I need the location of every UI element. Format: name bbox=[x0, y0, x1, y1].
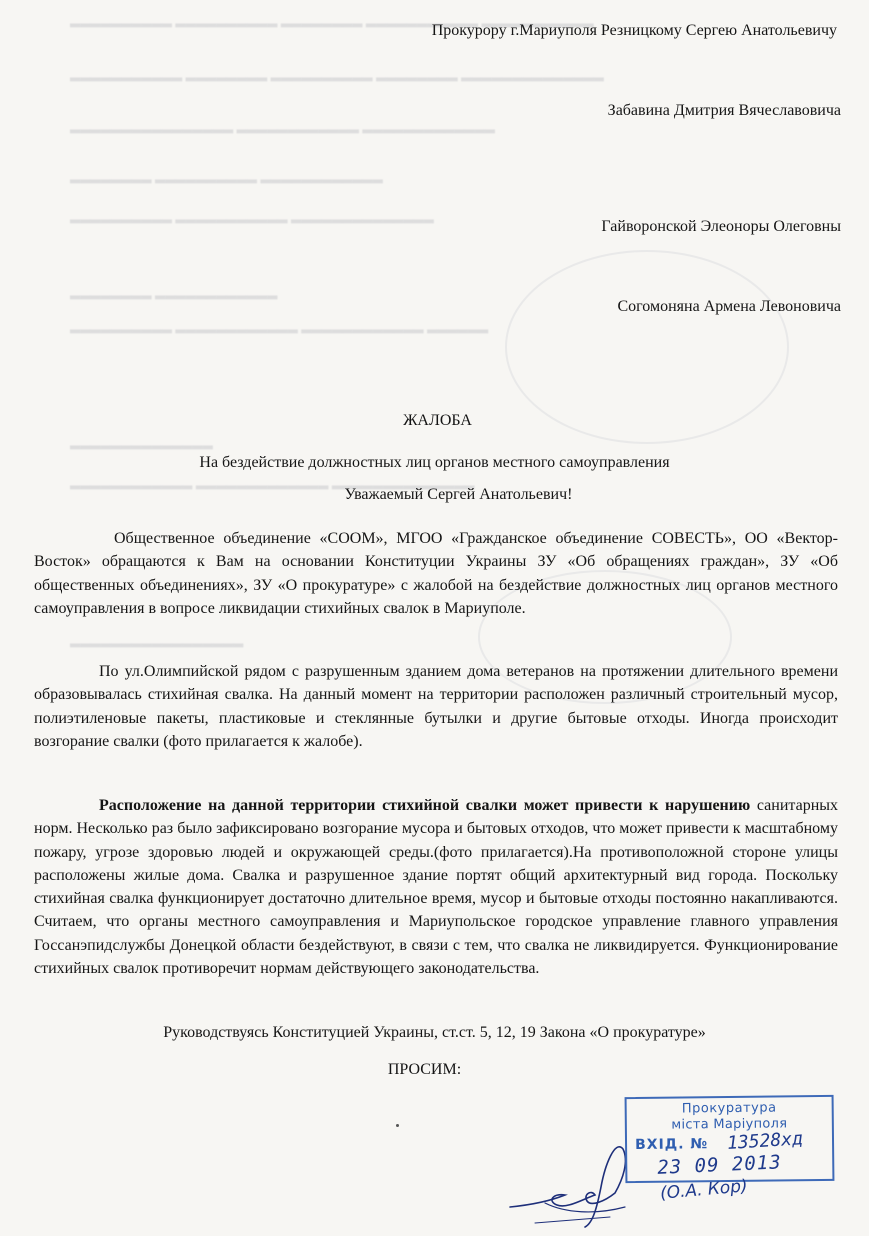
sender-name: Согомоняна Армена Левоновича bbox=[617, 298, 841, 315]
legal-basis-line: Руководствуясь Конституцией Украины, ст.ст. 5, 12, 19 Закона «О прокуратуре» bbox=[163, 1024, 706, 1041]
stamp-date: 23 09 2013 bbox=[656, 1151, 783, 1179]
stamp-registration-number: 13528хд bbox=[726, 1128, 804, 1154]
body-paragraph-1: Общественное объединение «СООМ», МГОО «Гражданское объединение СОВЕСТЬ», ОО «Вектор-Восток» обращаются к Вам на основании Конституции Украины ЗУ «Об обращениях граждан», ЗУ «Об общественных объединениях», ЗУ «О прокуратуре» с жалобой на бездействие должностных лиц органов местного самоуправления в вопросе ликвидации стихийных свалок в Мариуполе. bbox=[34, 530, 838, 617]
salutation: Уважаемый Сергей Анатольевич! bbox=[344, 486, 573, 503]
stamp-city: міста Маріуполя bbox=[671, 1116, 788, 1133]
request-heading: ПРОСИМ: bbox=[387, 1061, 462, 1078]
body-paragraph-2: По ул.Олимпийской рядом с разрушенным зданием дома ветеранов на протяжении длительного времени образовывалась стихийная свалка. На данный момент на территории расположен различный строительный мусор, полиэтиленовые пакеты, пластиковые и стеклянные бутылки и другие бытовые отходы. Иногда происходит возгорание свалки (фото прилагается к жалобе). bbox=[34, 663, 838, 750]
document-title: ЖАЛОБА bbox=[403, 412, 472, 429]
paragraph-3-text: санитарных норм. Несколько раз было зафиксировано возгорание мусора и бытовых отходов, что может привести к масштабному пожару, угрозе здоровью людей и окружающей среды.(фото прилагается).На противоположной стороне улицы расположены жилые дома. Свалка и разрушенное здание портят общий архитектурный вид города. Поскольку стихийная свалка функционирует достаточно длительное время, мусор и бытовые отходы постоянно накапливаются. Считаем, что органы местного самоуправления и Мариупольское городское управление главного управления Госсанэпидслужбы Донецкой области бездействуют, в связи с тем, что свалка не ликвидируется. Функционирование стихийных свалок противоречит нормам действующего законодательства. bbox=[34, 797, 839, 978]
body-paragraph-3 bbox=[34, 794, 838, 980]
sender-name: Забавина Дмитрия Вячеславовича bbox=[607, 102, 841, 119]
stamp-signature: (О.А. Кор) bbox=[659, 1176, 749, 1204]
document-page: ▂▂▂▂▂▂▂▂▂▂ ▂▂▂▂▂▂▂▂▂▂ ▂▂▂▂▂▂▂▂ ▂▂▂▂▂▂▂▂▂▂▂ ▂▂▂▂▂▂▂▂▂▂▂ ▂▂▂▂▂▂▂▂▂▂▂ ▂▂▂▂▂▂▂▂ ▂▂▂▂▂▂▂▂▂▂ ▂▂▂▂▂▂▂▂ ▂▂▂▂▂▂▂▂▂▂▂▂▂▂ ▂▂▂▂▂▂▂▂▂▂▂▂▂▂▂▂ ▂▂▂▂▂▂▂▂▂▂▂▂ ▂▂▂▂▂▂▂▂▂▂▂▂▂ ▂▂▂▂▂▂▂▂ ▂▂▂▂▂▂▂▂▂▂ ▂▂▂▂▂▂▂▂▂▂▂▂ ▂▂▂▂▂▂▂▂▂▂ ▂▂▂▂▂▂▂▂▂▂▂ ▂▂▂▂▂▂▂▂▂▂▂▂▂▂ ▂▂▂▂▂▂▂▂ ▂▂▂▂▂▂▂▂▂▂▂▂ ▂▂▂▂▂▂▂▂▂▂ ▂▂▂▂▂▂▂▂▂▂▂▂ ▂▂▂▂▂▂▂▂▂▂▂▂ ▂▂▂▂▂▂ ▂▂▂▂▂▂▂▂▂▂▂▂▂▂ ▂▂▂▂▂▂▂▂▂▂▂▂ ▂▂▂▂▂▂▂▂▂▂▂▂▂ ▂▂▂▂▂▂▂▂▂▂▂▂▂▂ ▂▂▂▂▂▂▂▂▂▂▂▂▂▂▂▂▂ Прокурору г.Мариуполя Резницкому Сергею Анатольевичу Забавина Дмитрия Вячеславовича Гайворонской Элеоноры Олеговны Согомоняна Армена Левоновича ЖАЛОБА На бездействие должностных лиц органов местного самоуправления Уважаемый Сергей Анатольевич! Общественное объединение «СООМ», МГОО «Гражданское объединение СОВЕСТЬ», ОО «Вектор-Восток» обращаются к Вам на основании Конституции Украины ЗУ «Об обращениях граждан», ЗУ «Об общественных объединениях», ЗУ «О прокуратуре» с жалобой на бездействие должностных лиц органов местного самоуправления в вопросе ликвидации стихийных свалок в Мариуполе. По ул.Олимпийской рядом с разрушенным зданием дома ветеранов на протяжении длительного времени образовывалась стихийная свалка. На данный момент на территории расположен различный строительный мусор, полиэтиленовые пакеты, пластиковые и стеклянные бутылки и другие бытовые отходы. Иногда происходит возгорание свалки (фото прилагается к жалобе). Расположение на данной территории стихийной свалки может привести к нарушению санитарных норм. Несколько раз было зафиксировано возгорание мусора и бытовых отходов, что может привести к масштабному пожару, угрозе здоровью людей и окружающей среды.(фото прилагается).На противоположной стороне улицы расположены жилые дома. Свалка и разрушенное здание портят общий архитектурный вид города. Поскольку стихийная свалка функционирует достаточно длительное время, мусор и бытовые отходы постоянно накапливаются. Считаем, что органы местного самоуправления и Мариупольское городское управление главного управления Госсанэпидслужбы Донецкой области бездействуют, в связи с тем, что свалка не ликвидируется. Функционирование стихийных свалок противоречит нормам действующего законодательства. Руководствуясь Конституцией Украины, ст.ст. 5, 12, 19 Закона «О прокуратуре» ПРОСИМ: Прокуратура міста Маріуполя ВХІД. № 13528хд 23 09 2013 (О.А. Кор) bbox=[0, 0, 869, 1236]
addressee-line: Прокурору г.Мариуполя Резницкому Сергею Анатольевичу bbox=[431, 22, 837, 39]
incoming-stamp bbox=[625, 1095, 835, 1183]
ink-dot bbox=[396, 1124, 399, 1127]
paragraph-3-bold-lead: Расположение на данной территории стихийной свалки может привести к нарушению bbox=[99, 797, 751, 814]
signature bbox=[505, 1135, 645, 1230]
stamp-organization: Прокуратура bbox=[681, 1100, 777, 1117]
sender-name: Гайворонской Элеоноры Олеговны bbox=[601, 218, 841, 235]
document-subtitle: На бездействие должностных лиц органов местного самоуправления bbox=[199, 454, 670, 471]
stamp-incoming-label: ВХІД. № bbox=[634, 1136, 709, 1153]
